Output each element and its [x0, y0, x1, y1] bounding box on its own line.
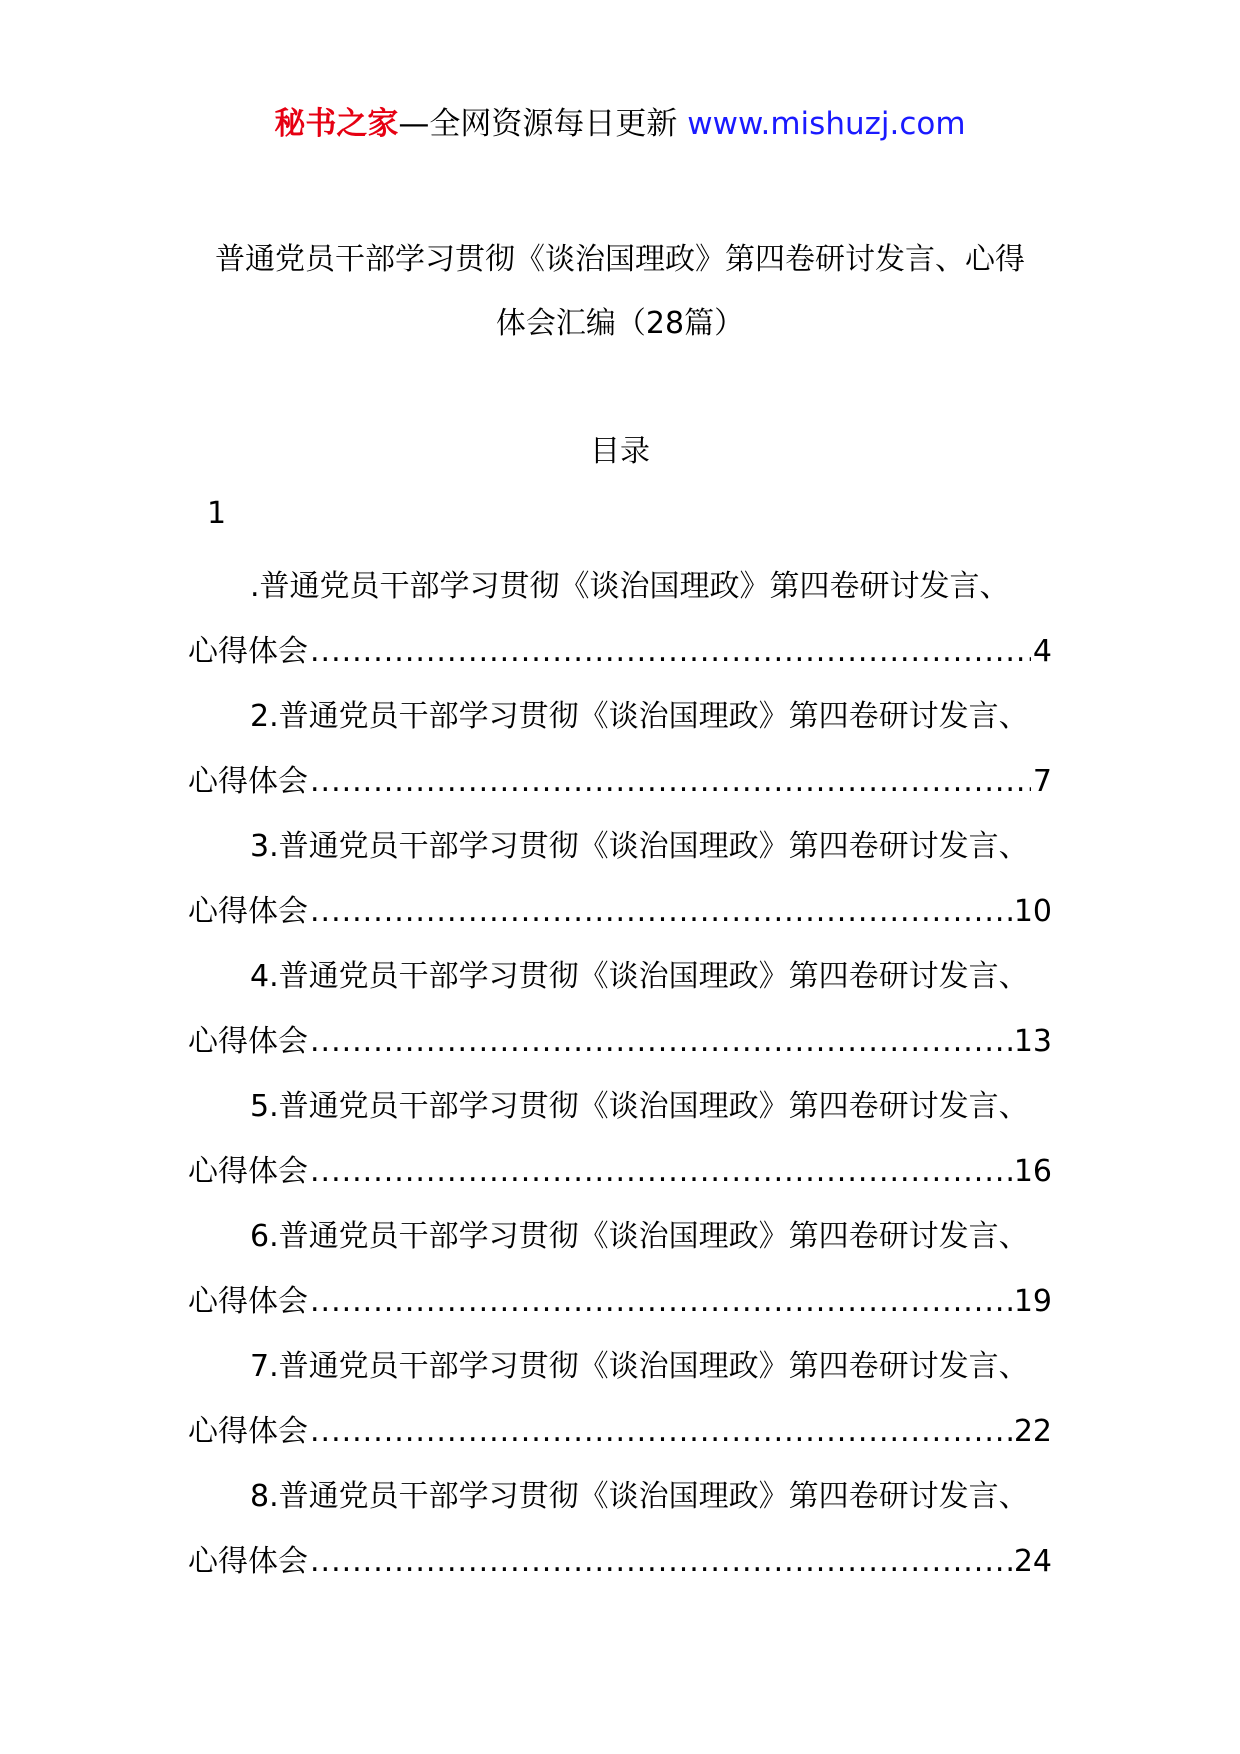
- toc-entry-continuation: [188, 1529, 1052, 1594]
- toc-entry-continuation: [188, 1269, 1052, 1334]
- toc-entry-title: 8.普通党员干部学习贯彻《谈治国理政》第四卷研讨发言、: [250, 1479, 1029, 1514]
- toc-page-number: 10: [1013, 894, 1052, 929]
- toc-entry-suffix: 心得体会: [188, 1544, 308, 1579]
- toc-entry-title: .普通党员干部学习贯彻《谈治国理政》第四卷研讨发言、: [250, 569, 1010, 604]
- toc-entry-suffix: 心得体会: [188, 634, 308, 669]
- site-brand: 秘书之家: [274, 106, 399, 142]
- toc-page-number: 13: [1013, 1024, 1052, 1059]
- toc-entry-title: 3.普通党员干部学习贯彻《谈治国理政》第四卷研讨发言、: [250, 829, 1029, 864]
- toc-entry-continuation: [188, 1139, 1052, 1204]
- toc-page-number: 24: [1013, 1544, 1052, 1579]
- site-tagline: —全网资源每日更新: [398, 106, 678, 142]
- toc-dot-leader: [310, 1529, 1012, 1594]
- toc-dot-leader: [310, 749, 1031, 814]
- toc-entry-5[interactable]: [188, 1074, 1068, 1204]
- toc-entry-title: 5.普通党员干部学习贯彻《谈治国理政》第四卷研讨发言、: [250, 1089, 1029, 1124]
- toc-entry-title: 4.普通党员干部学习贯彻《谈治国理政》第四卷研讨发言、: [250, 959, 1029, 994]
- site-url-link[interactable]: www.mishuzj.com: [687, 106, 966, 142]
- document-title-line-1: 普通党员干部学习贯彻《谈治国理政》第四卷研讨发言、心得: [215, 242, 1025, 277]
- toc-page-number: 4: [1032, 634, 1052, 669]
- site-header: [0, 100, 1240, 148]
- toc-entry-title: 2.普通党员干部学习贯彻《谈治国理政》第四卷研讨发言、: [250, 699, 1029, 734]
- toc-entry-title: 7.普通党员干部学习贯彻《谈治国理政》第四卷研讨发言、: [250, 1349, 1029, 1384]
- toc-entry-1[interactable]: [188, 554, 1068, 684]
- toc-page-number: 16: [1013, 1154, 1052, 1189]
- table-of-contents: [188, 554, 1068, 1594]
- toc-page-number: 22: [1013, 1414, 1052, 1449]
- toc-entry-continuation: [188, 1009, 1052, 1074]
- toc-dot-leader: [310, 879, 1012, 944]
- toc-entry-suffix: 心得体会: [188, 1284, 308, 1319]
- toc-dot-leader: [310, 1269, 1012, 1334]
- toc-dot-leader: [310, 1009, 1012, 1074]
- toc-page-number: 7: [1032, 764, 1052, 799]
- toc-entry-7[interactable]: [188, 1334, 1068, 1464]
- toc-entry-continuation: [188, 619, 1052, 684]
- toc-entry-continuation: [188, 1399, 1052, 1464]
- toc-page-number: 19: [1013, 1284, 1052, 1319]
- toc-entry-6[interactable]: [188, 1204, 1068, 1334]
- toc-entry-3[interactable]: [188, 814, 1068, 944]
- toc-entry-suffix: 心得体会: [188, 894, 308, 929]
- toc-entry-suffix: 心得体会: [188, 764, 308, 799]
- toc-entry-2[interactable]: [188, 684, 1068, 814]
- toc-entry-suffix: 心得体会: [188, 1024, 308, 1059]
- toc-stray-number: 1: [207, 496, 227, 531]
- toc-dot-leader: [310, 1399, 1012, 1464]
- document-title: [150, 228, 1090, 356]
- toc-entry-continuation: [188, 879, 1052, 944]
- toc-entry-continuation: [188, 749, 1052, 814]
- toc-entry-suffix: 心得体会: [188, 1414, 308, 1449]
- toc-entry-suffix: 心得体会: [188, 1154, 308, 1189]
- toc-entry-8[interactable]: [188, 1464, 1068, 1594]
- toc-dot-leader: [310, 1139, 1012, 1204]
- document-title-line-2: 体会汇编（28篇）: [495, 306, 745, 341]
- toc-dot-leader: [310, 619, 1031, 684]
- toc-entry-title: 6.普通党员干部学习贯彻《谈治国理政》第四卷研讨发言、: [250, 1219, 1029, 1254]
- toc-heading: 目录: [590, 434, 650, 469]
- toc-entry-4[interactable]: [188, 944, 1068, 1074]
